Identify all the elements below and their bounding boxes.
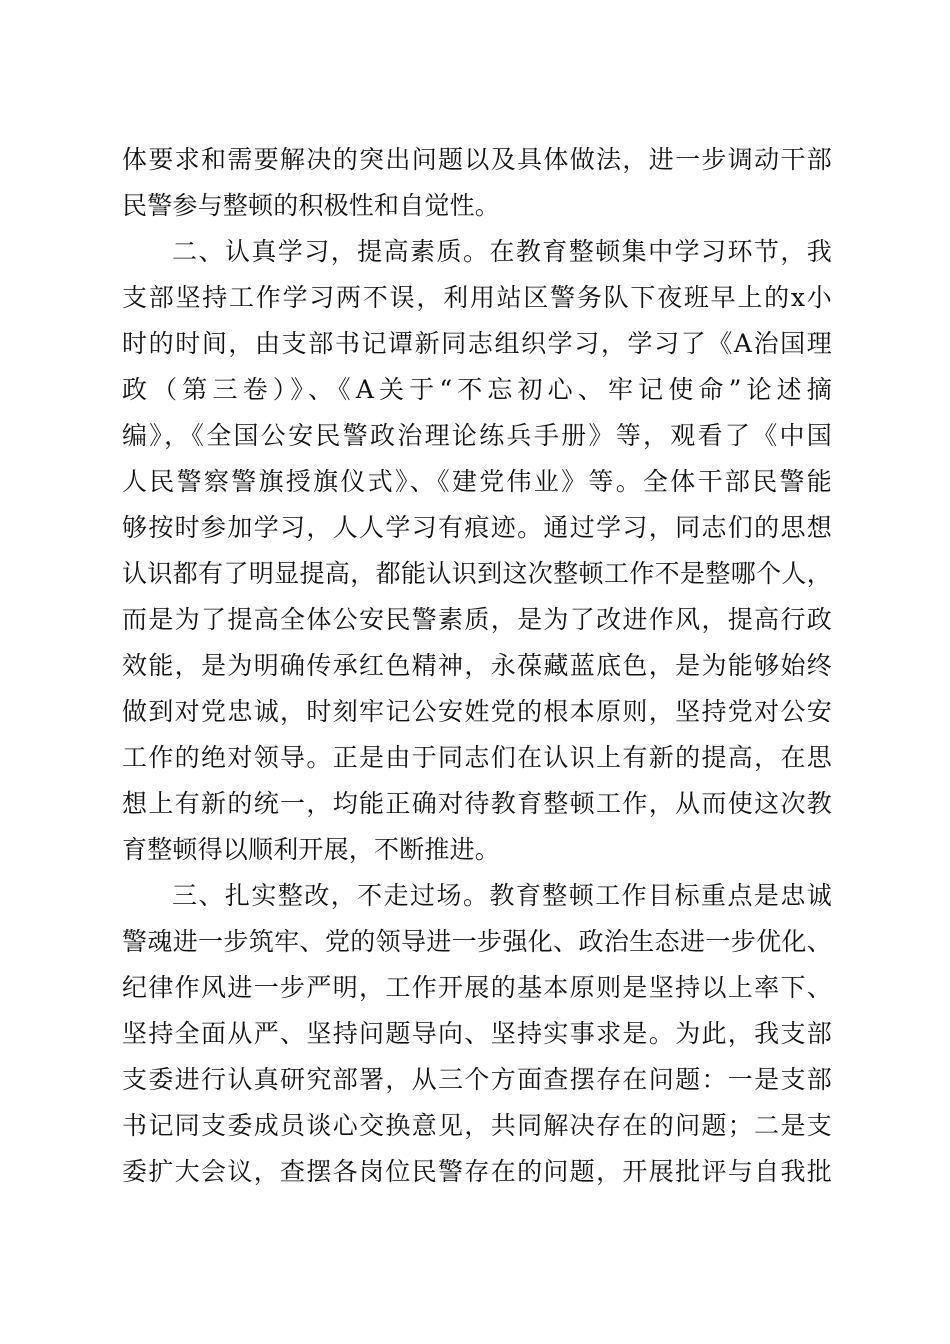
text-line-12: 效能，是为明确传承红色精神，永葆藏蓝底色，是为能够始终 <box>122 651 832 680</box>
text-line-10: 认识都有了明显提高，都能认识到这次整顿工作不是整哪个人， <box>122 559 832 588</box>
text-line-9: 够按时参加学习，人人学习有痕迹。通过学习，同志们的思想 <box>122 513 832 542</box>
text-line-13: 做到对党忠诚，时刻牢记公安姓党的根本原则，坚持党对公安 <box>122 697 832 726</box>
text-line-20: 坚持全面从严、坚持问题导向、坚持实事求是。为此，我支部 <box>122 1019 832 1048</box>
text-line-15: 想上有新的统一，均能正确对待教育整顿工作，从而使这次教 <box>122 789 832 818</box>
text-line-11: 而是为了提高全体公安民警素质，是为了改进作风，提高行政 <box>122 605 832 634</box>
text-line-18: 警魂进一步筑牢、党的领导进一步强化、政治生态进一步优化、 <box>122 927 832 956</box>
text-line-4: 支部坚持工作学习两不误，利用站区警务队下夜班早上的x小 <box>122 283 832 312</box>
text-line-22: 书记同支委成员谈心交换意见，共同解决存在的问题；二是支 <box>122 1111 832 1140</box>
text-line-7: 编》，《全国公安民警政治理论练兵手册》等，观看了《中国 <box>122 421 832 450</box>
text-line-2: 民警参与整顿的积极性和自觉性。 <box>122 191 501 220</box>
text-line-16: 育整顿得以顺利开展，不断推进。 <box>122 835 501 864</box>
text-line-21: 支委进行认真研究部署，从三个方面查摆存在问题：一是支部 <box>122 1065 832 1094</box>
text-line-19: 纪律作风进一步严明，工作开展的基本原则是坚持以上率下、 <box>122 973 832 1002</box>
text-line-17: 三、扎实整改，不走过场。教育整顿工作目标重点是忠诚 <box>172 881 832 910</box>
text-line-5: 时的时间，由支部书记谭新同志组织学习，学习了《A治国理 <box>122 329 832 358</box>
text-line-8: 人民警察警旗授旗仪式》、《建党伟业》等。全体干部民警能 <box>122 467 832 496</box>
text-line-6: 政（第三卷）》、《A关于“不忘初心、牢记使命”论述摘 <box>122 375 832 404</box>
text-line-23: 委扩大会议，查摆各岗位民警存在的问题，开展批评与自我批 <box>122 1157 832 1186</box>
text-line-14: 工作的绝对领导。正是由于同志们在认识上有新的提高，在思 <box>122 743 832 772</box>
text-line-1: 体要求和需要解决的突出问题以及具体做法，进一步调动干部 <box>122 145 832 174</box>
text-line-3: 二、认真学习，提高素质。在教育整顿集中学习环节，我 <box>172 237 832 266</box>
